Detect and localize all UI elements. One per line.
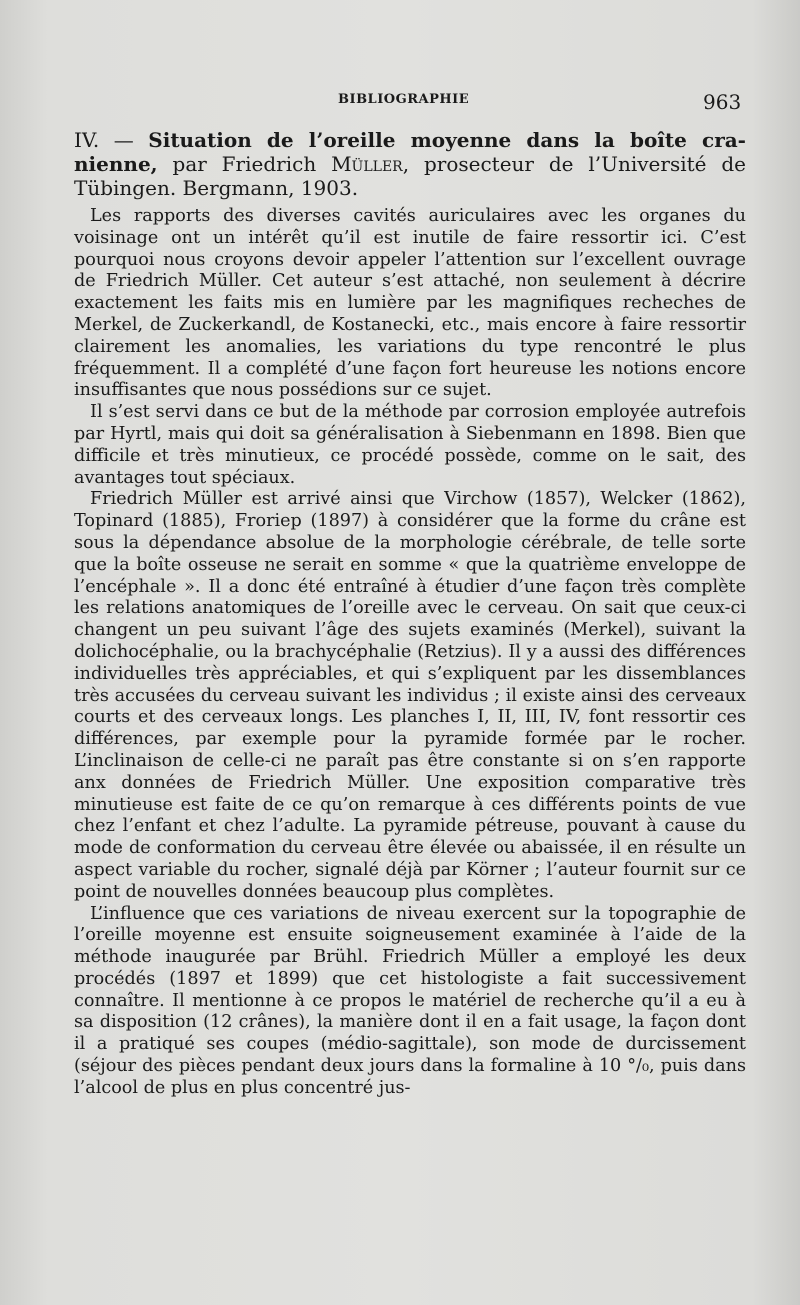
running-head	[0, 90, 800, 120]
author-name: Müller	[331, 152, 403, 176]
byline-suffix: , prosecteur de l’Université de Tübingen. Bergmann, 1903.	[74, 152, 746, 200]
paragraph-4: L’influence que ces variations de niveau exercent sur la topographie de l’oreille moyenne est ensuite soigneusement examinée à l’aide de la méthode inaugurée par Brühl. Friedrich Müller a employé les deux procédés (1897 et 1899) que cet histologiste a fait successivement connaître. Il mentionne à ce propos le matériel de recherche qu’il a eu à sa disposition (12 crânes), la manière dont il en a fait usage, la façon dont il a pratiqué ses coupes (médio-sagittale), son mode de durcissement (séjour des pièces pendant deux jours dans la formaline à 10 °/₀, puis dans l’alcool de plus en plus concentré jus-	[74, 903, 746, 1098]
article-heading	[74, 128, 746, 200]
running-title: BIBLIOGRAPHIE	[338, 92, 470, 107]
page-number: 963	[703, 90, 742, 114]
article-title: Situation de l’oreille moyenne dans la boîte cra-nienne,	[74, 128, 746, 176]
article-body	[74, 128, 746, 1100]
paragraph-1: Les rapports des diverses cavités auriculaires avec les organes du voisinage ont un intérêt qu’il est inutile de faire ressortir ici. C’est pourquoi nous croyons devoir appeler l’attention sur l’excellent ouvrage de Friedrich Müller. Cet auteur s’est attaché, non seulement à décrire exactement les faits mis en lumière par les magnifiques recheches de Merkel, de Zuckerkandl, de Kostanecki, etc., mais encore à faire ressortir clairement les anomalies, les variations du type rencontré le plus fréquemment. Il a complété d’une façon fort heureuse les notions encore insuffisantes que nous possédions sur ce sujet.	[74, 206, 746, 401]
paragraph-2: Il s’est servi dans ce but de la méthode par corrosion employée autrefois par Hyrtl, mais qui doit sa généralisation à Siebenmann en 1898. Bien que difficile et très minutieux, ce procédé possède, comme on le sait, des avantages tout spéciaux.	[74, 402, 746, 488]
paragraph-3: Friedrich Müller est arrivé ainsi que Virchow (1857), Welcker (1862), Topinard (1885), Froriep (1897) à considérer que la forme du crâne est sous la dépendance absolue de la morphologie cérébrale, de telle sorte que la boîte osseuse ne serait en somme « que la quatrième enveloppe de l’encéphale ». Il a donc été entraîné à étudier d’une façon très complète les relations anatomiques de l’oreille avec le cerveau. On sait que ceux-ci changent un peu suivant l’âge des sujets examinés (Merkel), suivant la dolichocéphalie, ou la brachycéphalie (Retzius). Il y a aussi des différences individuelles très appréciables, et qui s’expliquent par les dissemblances très accusées du cerveau suivant les individus ; il existe ainsi des cerveaux courts et des cerveaux longs. Les planches I, II, III, IV, font ressortir ces différences, par exemple pour la pyramide formée par le rocher. L’inclinaison de celle-ci ne paraît pas être constante si on s’en rapporte anx données de Friedrich Müller. Une exposition comparative très minutieuse est faite de ce qu’on remarque à ces différents points de vue chez l’enfant et chez l’adulte. La pyramide pétreuse, pouvant à cause du mode de conformation du cerveau être élevée ou abaissée, il en résulte un aspect variable du rocher, signalé déjà par Körner ; l’auteur fournit sur ce point de nouvelles données beaucoup plus complètes.	[74, 489, 746, 902]
article-number: IV. —	[74, 128, 149, 152]
byline-prefix: par Friedrich	[157, 152, 332, 176]
